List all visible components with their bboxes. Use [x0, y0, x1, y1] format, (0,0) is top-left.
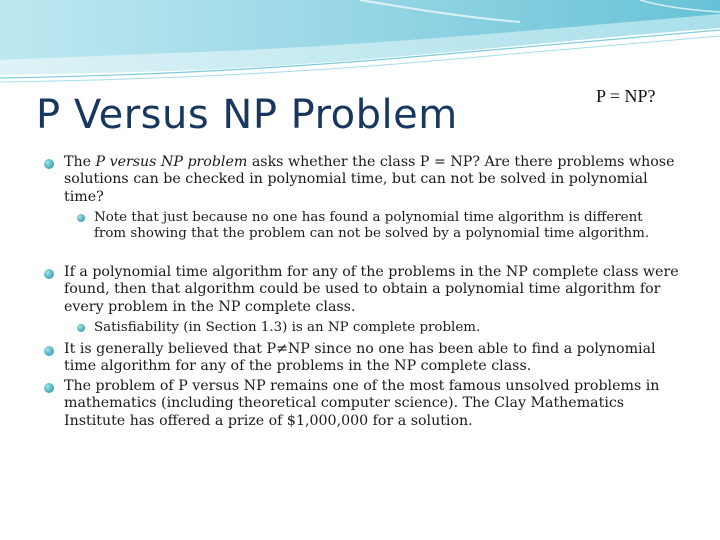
- bullet-icon: [44, 346, 54, 356]
- bullet-item: [64, 264, 684, 316]
- decorative-wave-header: [0, 0, 720, 90]
- sub-bullet-item: [94, 210, 674, 242]
- slide-title: P Versus NP Problem: [36, 92, 458, 138]
- bullet-text: If a polynomial time algorithm for any of the problems in the NP complete class were found, then that algorithm could be used to obtain a polynomial time algorithm for every problem in the NP complete class.: [64, 264, 679, 315]
- bullet-item: [64, 154, 684, 206]
- bullet-text-pre: The: [64, 154, 96, 170]
- sub-bullet-item: [94, 320, 674, 336]
- bullet-item: [64, 341, 684, 376]
- bullet-icon: [44, 383, 54, 393]
- bullet-icon: [44, 269, 54, 279]
- bullet-text: The problem of P versus NP remains one of the most famous unsolved problems in mathematics (including theoretical computer science). The Clay Mathematics Institute has offered a prize of $1,000,000 for a solution.: [64, 378, 660, 429]
- bullet-text-post: asks whether the class P = NP? Are there problems whose solutions can be checked in polynomial time, but can not be solved in polynomial time?: [64, 154, 675, 205]
- bullet-text: It is generally believed that P≠NP since no one has been able to find a polynomial time algorithm for any of the problems in the NP complete class.: [64, 341, 656, 375]
- bullet-item: [64, 378, 684, 430]
- bullet-text-italic: P versus NP problem: [95, 154, 248, 170]
- slide-subtitle: P = NP?: [596, 86, 656, 106]
- bullet-icon: [44, 159, 54, 169]
- bullet-text: Note that just because no one has found a polynomial time algorithm is different from showing that the problem can not be solved by a polynomial time algorithm.: [94, 210, 650, 242]
- bullet-icon: [77, 214, 85, 222]
- bullet-icon: [77, 324, 85, 332]
- bullet-text: Satisfiability (in Section 1.3) is an NP complete problem.: [94, 320, 481, 335]
